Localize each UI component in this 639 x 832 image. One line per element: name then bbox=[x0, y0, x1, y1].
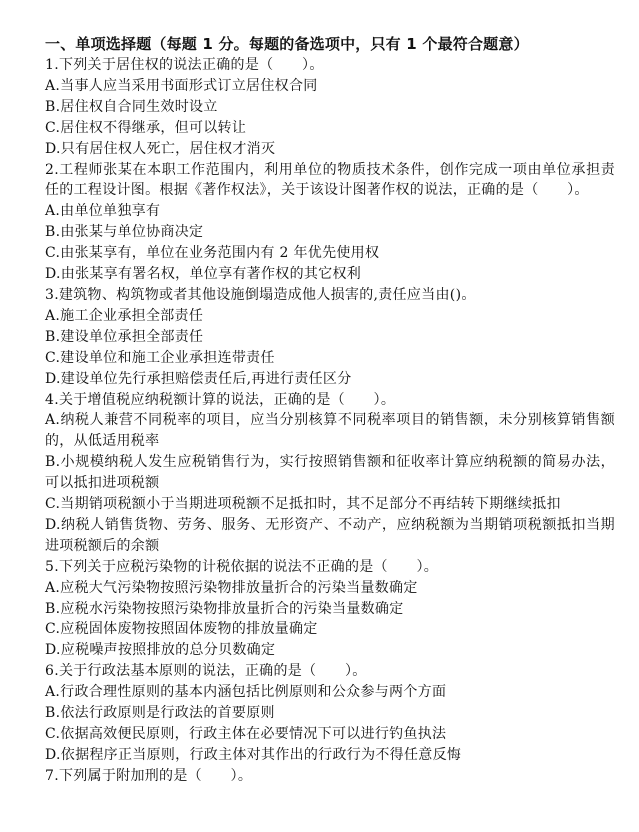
answer-option: C.建设单位和施工企业承担连带责任 bbox=[45, 349, 275, 366]
answer-option: A.应税大气污染物按照污染物排放量折合的污染当量数确定 bbox=[45, 579, 418, 596]
section-title: 一、单项选择题（每题 1 分。每题的备选项中，只有 1 个最符合题意） bbox=[45, 35, 529, 53]
answer-option: C.当期销项税额小于当期进项税额不足抵扣时，其不足部分不再结转下期继续抵扣 bbox=[45, 496, 561, 513]
question-2 bbox=[45, 160, 615, 285]
answer-option: D.由张某享有署名权，单位享有著作权的其它权利 bbox=[45, 266, 362, 283]
question-stem: 2.工程师张某在本职工作范围内，利用单位的物质技术条件，创作完成一项由单位承担责任的工程设计图。根据《著作权法》，关于该设计图著作权的说法，正确的是（ ）。 bbox=[45, 161, 615, 199]
answer-option: D.应税噪声按照排放的总分贝数确定 bbox=[45, 642, 276, 659]
answer-option: C.由张某享有，单位在业务范围内有 2 年优先使用权 bbox=[45, 245, 380, 262]
answer-option: D.纳税人销售货物、劳务、服务、无形资产、不动产，应纳税额为当期销项税额抵扣当期进项税额后的余额 bbox=[45, 516, 615, 554]
document-page bbox=[45, 34, 615, 787]
question-1 bbox=[45, 55, 615, 160]
question-stem: 5.下列关于应税污染物的计税依据的说法不正确的是（ ）。 bbox=[45, 558, 439, 575]
question-stem: 1.下列关于居住权的说法正确的是（ ）。 bbox=[45, 57, 324, 73]
answer-option: B.居住权自合同生效时设立 bbox=[45, 98, 218, 115]
question-list bbox=[45, 55, 615, 787]
question-4 bbox=[45, 390, 615, 557]
question-stem: 7.下列属于附加刑的是（ ）。 bbox=[45, 767, 253, 784]
answer-option: D.只有居住权人死亡，居住权才消灭 bbox=[45, 140, 276, 157]
question-stem: 6.关于行政法基本原则的说法，正确的是（ ）。 bbox=[45, 663, 367, 680]
answer-option: B.依法行政原则是行政法的首要原则 bbox=[45, 705, 275, 722]
answer-option: B.建设单位承担全部责任 bbox=[45, 328, 204, 345]
answer-option: B.由张某与单位协商决定 bbox=[45, 224, 204, 241]
answer-option: A.行政合理性原则的基本内涵包括比例原则和公众参与两个方面 bbox=[45, 684, 447, 701]
question-6 bbox=[45, 661, 615, 766]
answer-option: A.当事人应当采用书面形式订立居住权合同 bbox=[45, 77, 318, 94]
question-stem: 4.关于增值税应纳税额计算的说法，正确的是（ ）。 bbox=[45, 391, 396, 408]
answer-option: A.由单位单独享有 bbox=[45, 203, 161, 220]
question-5 bbox=[45, 557, 615, 662]
answer-option: C.依据高效便民原则，行政主体在必要情况下可以进行钓鱼执法 bbox=[45, 726, 447, 742]
answer-option: A.纳税人兼营不同税率的项目，应当分别核算不同税率项目的销售额，未分别核算销售额的，从低适用税率 bbox=[45, 412, 615, 450]
question-3 bbox=[45, 285, 615, 390]
answer-option: C.居住权不得继承，但可以转让 bbox=[45, 119, 247, 136]
answer-option: B.小规模纳税人发生应税销售行为，实行按照销售额和征收率计算应纳税额的简易办法，可以抵扣进项税额 bbox=[45, 454, 615, 492]
answer-option: D.依据程序正当原则，行政主体对其作出的行政行为不得任意反悔 bbox=[45, 746, 462, 763]
answer-option: D.建设单位先行承担赔偿责任后,再进行责任区分 bbox=[45, 370, 352, 387]
answer-option: A.施工企业承担全部责任 bbox=[45, 307, 204, 324]
question-stem: 3.建筑物、构筑物或者其他设施倒塌造成他人损害的,责任应当由()。 bbox=[45, 286, 476, 303]
answer-option: C.应税固体废物按照固体废物的排放量确定 bbox=[45, 621, 318, 638]
question-7 bbox=[45, 766, 615, 787]
answer-option: B.应税水污染物按照污染物排放量折合的污染当量数确定 bbox=[45, 600, 404, 617]
